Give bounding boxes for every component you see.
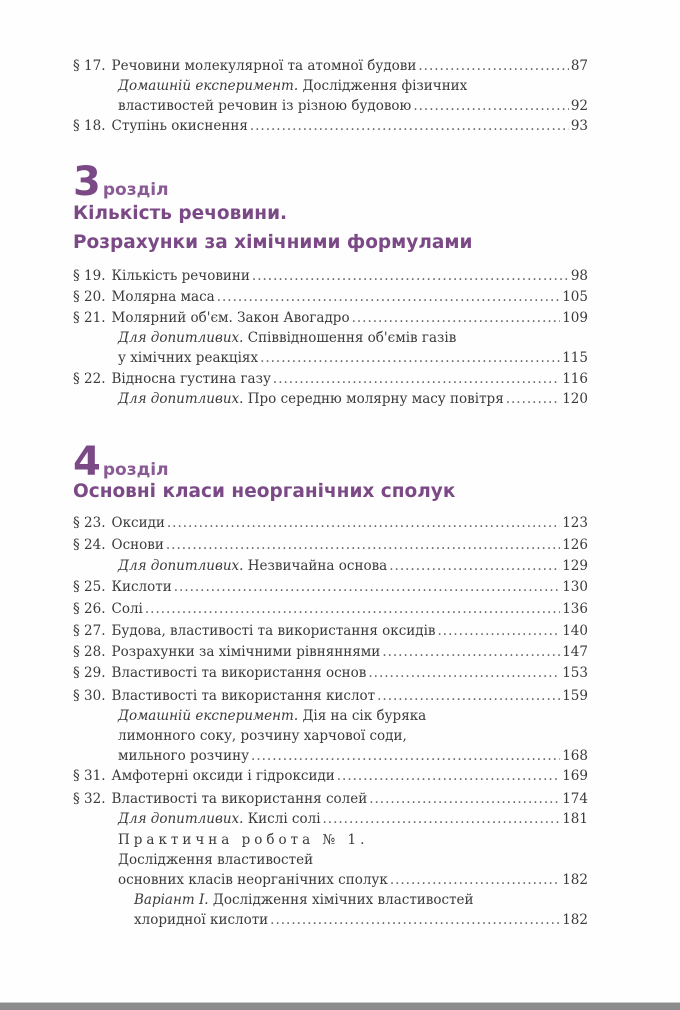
leader-dots (270, 910, 560, 930)
page-number: 87 (570, 58, 588, 74)
section-number: § 28. (73, 644, 106, 660)
chapter-word: розділ (102, 180, 169, 200)
leader-dots (145, 599, 560, 619)
section-number: § 23. (73, 515, 106, 531)
leader-dots (323, 809, 561, 829)
page-number: 126 (562, 537, 588, 553)
leader-dots (252, 266, 569, 286)
toc-entry-28[interactable] (73, 642, 588, 662)
toc-entry-26[interactable] (73, 599, 588, 619)
entry-title: Кислоти (111, 579, 172, 595)
entry-label-italic: Варіант I. (134, 892, 209, 908)
leader-dots (337, 766, 560, 786)
toc-entry-19[interactable] (73, 266, 588, 286)
entry-title: Властивості та використання кислот (111, 688, 376, 704)
entry-label-italic: Для допитливих. (118, 811, 244, 827)
toc-subentry-home-experiment-2-cont1[interactable] (118, 726, 588, 746)
entry-title: Кислі солі (247, 811, 321, 827)
leader-dots (382, 642, 560, 662)
page-number: 182 (562, 872, 588, 888)
toc-subentry-acid-salts[interactable] (118, 809, 588, 829)
section-number: § 18. (73, 118, 106, 134)
page-number: 181 (562, 811, 588, 827)
entry-title: властивостей речовин із різною будовою (118, 98, 412, 114)
leader-dots (506, 389, 561, 409)
entry-title: Молярна маса (111, 289, 215, 305)
toc-subentry-home-experiment[interactable] (118, 76, 588, 96)
leader-dots (167, 513, 560, 533)
section-number: § 21. (73, 310, 106, 326)
toc-variant-1[interactable] (134, 890, 588, 910)
section-number: § 25. (73, 579, 106, 595)
section-number: § 27. (73, 623, 106, 639)
leader-dots (389, 556, 560, 576)
leader-dots (352, 308, 561, 328)
section-number: § 30. (73, 688, 106, 704)
section-number: § 17. (73, 58, 106, 74)
leader-dots (174, 577, 561, 597)
toc-entry-18[interactable] (73, 116, 588, 136)
page-number: 153 (562, 665, 588, 681)
leader-dots (217, 287, 561, 307)
leader-dots (390, 870, 560, 890)
toc-entry-29[interactable] (73, 663, 588, 683)
entry-title: мильного розчину (118, 748, 250, 764)
entry-title: Дія на сік буряка (302, 708, 427, 724)
section-number: § 19. (73, 268, 106, 284)
chapter-number: 3 (73, 159, 101, 205)
entry-title: Властивості та використання основ (111, 665, 367, 681)
entry-title: Амфотерні оксиди і гідроксиди (111, 768, 335, 784)
chapter-3-title-line1: Кількість речовини. (73, 203, 288, 224)
page-number: 115 (562, 350, 588, 366)
page-number: 140 (562, 623, 588, 639)
entry-title: хлоридної кислоти (134, 912, 269, 928)
toc-practical-work-1-title[interactable] (118, 850, 588, 870)
entry-title: Співвідношення об'ємів газів (247, 330, 457, 346)
leader-dots (251, 746, 560, 766)
leader-dots (369, 789, 560, 809)
section-number: § 29. (73, 665, 106, 681)
section-number: § 31. (73, 768, 106, 784)
leader-dots (377, 686, 560, 706)
page-number: 93 (570, 118, 588, 134)
chapter-3-title-line2: Розрахунки за хімічними формулами (73, 232, 473, 253)
leader-dots (273, 369, 560, 389)
entry-title: Розрахунки за хімічними рівняннями (111, 644, 381, 660)
leader-dots (260, 348, 560, 368)
toc-subentry-unusual-base[interactable] (118, 556, 588, 576)
entry-title: Молярний об'єм. Закон Авогадро (111, 310, 350, 326)
page-number: 129 (562, 558, 588, 574)
toc-entry-27[interactable] (73, 621, 588, 641)
toc-entry-22[interactable] (73, 369, 588, 389)
entry-title: лимонного соку, розчину харчової соди, (118, 728, 407, 744)
entry-label-italic: Домашній експеримент. (118, 708, 299, 724)
entry-title: Дослідження фізичних (302, 78, 468, 94)
leader-dots (250, 116, 569, 136)
toc-entry-23[interactable] (73, 513, 588, 533)
toc-variant-1-cont[interactable] (134, 910, 588, 930)
chapter-number: 4 (73, 439, 101, 485)
page-number: 130 (562, 579, 588, 595)
practical-work-label: Практична робота № 1. (118, 832, 369, 848)
page-number: 159 (562, 688, 588, 704)
page-number: 147 (562, 644, 588, 660)
toc-entry-17[interactable] (73, 56, 588, 76)
entry-title: Дослідження хімічних властивостей (212, 892, 474, 908)
entry-title: основних класів неорганічних сполук (118, 872, 388, 888)
page-number: 105 (562, 289, 588, 305)
section-number: § 20. (73, 289, 106, 305)
entry-title: у хімічних реакціях (118, 350, 259, 366)
entry-title: Відносна густина газу (111, 371, 271, 387)
leader-dots (418, 56, 568, 76)
toc-subentry-curious-gases[interactable] (118, 328, 588, 348)
leader-dots (166, 535, 560, 555)
toc-subentry-home-experiment-cont[interactable] (118, 96, 588, 116)
section-number: § 26. (73, 601, 106, 617)
entry-title: Ступінь окиснення (111, 118, 248, 134)
entry-title: Про середню молярну масу повітря (247, 391, 504, 407)
toc-entry-21[interactable] (73, 308, 588, 328)
page-number: 182 (562, 912, 588, 928)
page-number: 120 (562, 391, 588, 407)
entry-label-italic: Для допитливих. (118, 391, 244, 407)
page-number: 168 (562, 748, 588, 764)
section-number: § 32. (73, 791, 106, 807)
toc-subentry-curious-air[interactable] (118, 389, 588, 409)
section-number: § 24. (73, 537, 106, 553)
entry-title: Будова, властивості та використання оксидів (111, 623, 436, 639)
toc-entry-30[interactable] (73, 686, 588, 706)
section-number: § 22. (73, 371, 106, 387)
toc-entry-32[interactable] (73, 789, 588, 809)
page-number: 169 (562, 768, 588, 784)
page-number: 174 (562, 791, 588, 807)
chapter-4-title: Основні класи неорганічних сполук (73, 481, 456, 502)
entry-title: Кількість речовини (111, 268, 250, 284)
page-number: 92 (570, 98, 588, 114)
entry-title: Оксиди (111, 515, 165, 531)
entry-title: Незвичайна основа (247, 558, 388, 574)
toc-subentry-home-experiment-2[interactable] (118, 706, 588, 726)
leader-dots (438, 621, 561, 641)
toc-practical-work-1[interactable] (118, 830, 588, 850)
toc-entry-24[interactable] (73, 535, 588, 555)
entry-label-italic: Для допитливих. (118, 558, 244, 574)
entry-title: Дослідження властивостей (118, 852, 314, 868)
leader-dots (368, 663, 560, 683)
entry-title: Властивості та використання солей (111, 791, 368, 807)
toc-entry-25[interactable] (73, 577, 588, 597)
page-number: 98 (570, 268, 588, 284)
entry-label-italic: Для допитливих. (118, 330, 244, 346)
toc-practical-work-1-title-cont[interactable] (118, 870, 588, 890)
page-number: 109 (562, 310, 588, 326)
chapter-3-heading (73, 159, 169, 205)
page-number: 116 (562, 371, 588, 387)
entry-label-italic: Домашній експеримент. (118, 78, 299, 94)
entry-title: Основи (111, 537, 164, 553)
chapter-4-heading (73, 439, 169, 485)
toc-entry-31[interactable] (73, 766, 588, 786)
toc-subentry-curious-gases-cont[interactable] (118, 348, 588, 368)
leader-dots (413, 96, 568, 116)
chapter-word: розділ (102, 460, 169, 480)
entry-title: Речовини молекулярної та атомної будови (111, 58, 417, 74)
page-number: 136 (562, 601, 588, 617)
toc-entry-20[interactable] (73, 287, 588, 307)
entry-title: Солі (111, 601, 143, 617)
toc-subentry-home-experiment-2-cont2[interactable] (118, 746, 588, 766)
page-number: 123 (562, 515, 588, 531)
